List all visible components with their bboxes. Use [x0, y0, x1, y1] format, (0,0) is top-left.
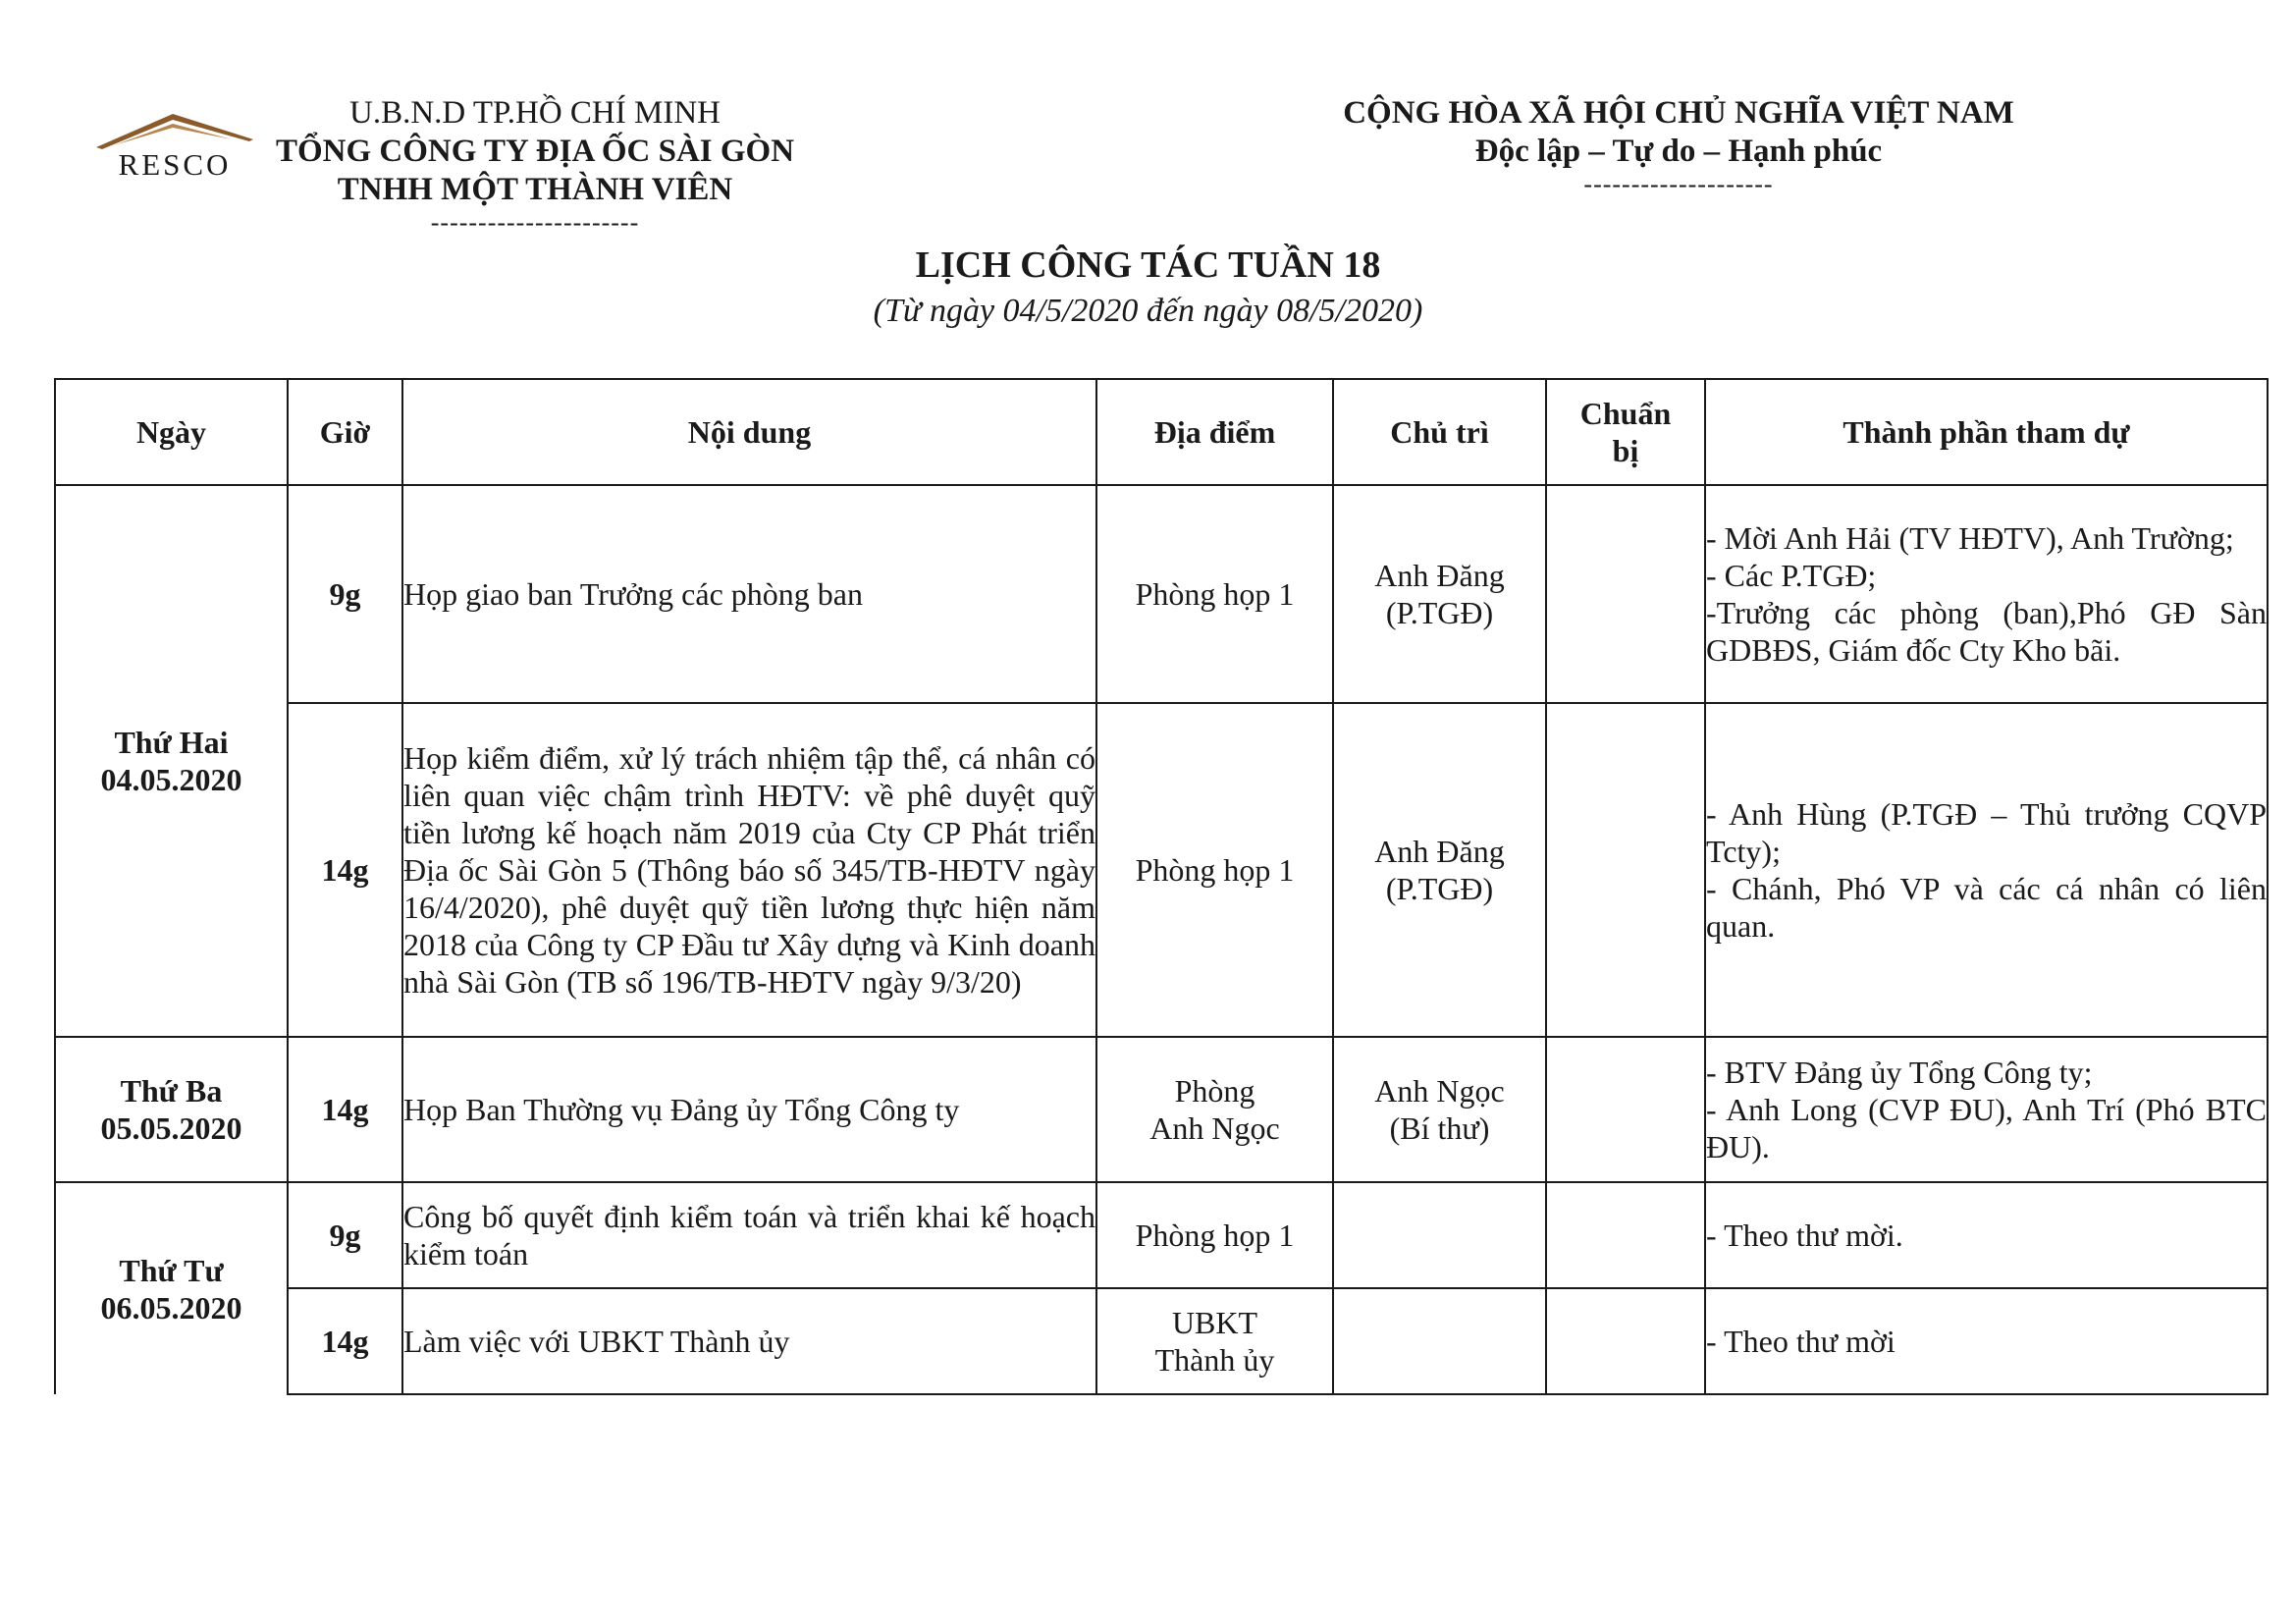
chair-cell [1333, 703, 1546, 1037]
prep-cell [1546, 703, 1705, 1037]
schedule-table [54, 378, 2269, 1395]
location-line: Thành ủy [1154, 1342, 1275, 1378]
document-title: LỊCH CÔNG TÁC TUẦN 18 [915, 244, 1381, 286]
org-line-1: U.B.N.D TP.HỒ CHÍ MINH [348, 95, 721, 131]
content-cell: Họp giao ban Trưởng các phòng ban [402, 485, 1096, 703]
content-cell: Làm việc với UBKT Thành ủy [402, 1288, 1096, 1394]
table-row [55, 1288, 2268, 1394]
day-name: Thứ Ba [120, 1073, 223, 1109]
attendees-cell [1705, 703, 2268, 1037]
chair-line: Anh Ngọc [1374, 1073, 1505, 1109]
time-cell: 9g [288, 485, 402, 703]
chair-line: (Bí thư) [1389, 1110, 1490, 1146]
day-date: 05.05.2020 [100, 1110, 242, 1146]
prep-cell [1546, 485, 1705, 703]
location-cell [1096, 1288, 1333, 1394]
national-divider: -------------------- [1583, 170, 1774, 198]
header-chuan-bi-line-1: Chuẩn [1579, 396, 1672, 431]
attendee-line: - Chánh, Phó VP và các cá nhân có liên quan. [1706, 871, 2267, 944]
header-chuan-bi [1546, 379, 1705, 485]
org-line-2: TỔNG CÔNG TY ĐỊA ỐC SÀI GÒN [275, 134, 795, 169]
content-cell: Họp kiểm điểm, xử lý trách nhiệm tập thể, cá nhân có liên quan việc chậm trình HĐTV: về phê duyệt quỹ tiền lương kế hoạch năm 2019 của Cty CP Phát triển Địa ốc Sài Gòn 5 (Thông báo số 345/TB-HĐTV ngày 16/4/2020), phê duyệt quỹ tiền lương thực hiện năm 2018 của Công ty CP Đầu tư Xây dựng và Kinh doanh nhà Sài Gòn (TB số 196/TB-HĐTV ngày 9/3/20) [402, 703, 1096, 1037]
day-cell [55, 485, 288, 1037]
location-cell [1096, 1182, 1333, 1288]
location-cell [1096, 1037, 1333, 1182]
org-line-3: TNHH MỘT THÀNH VIÊN [337, 172, 733, 207]
location-line: Anh Ngọc [1149, 1110, 1280, 1146]
day-date: 06.05.2020 [100, 1289, 242, 1326]
attendees-cell [1705, 1288, 2268, 1394]
prep-cell [1546, 1182, 1705, 1288]
day-date: 04.05.2020 [100, 762, 242, 797]
content-cell: Họp Ban Thường vụ Đảng ủy Tổng Công ty [402, 1037, 1096, 1182]
header-thanh-phan: Thành phần tham dự [1705, 379, 2268, 485]
header-noi-dung: Nội dung [402, 379, 1096, 485]
header-chu-tri: Chủ trì [1333, 379, 1546, 485]
location-line: UBKT [1171, 1305, 1258, 1340]
national-motto: Độc lập – Tự do – Hạnh phúc [1474, 134, 1883, 169]
table-header-row [55, 379, 2268, 485]
chair-cell [1333, 1182, 1546, 1288]
attendee-line: - BTV Đảng ủy Tổng Công ty; [1706, 1055, 2093, 1090]
day-cell [55, 1182, 288, 1394]
header-ngay: Ngày [55, 379, 288, 485]
time-cell: 14g [288, 1288, 402, 1394]
logo-text: RESCO [118, 147, 232, 182]
attendee-line: - Theo thư mời. [1706, 1218, 1903, 1253]
chair-line: Anh Đăng [1374, 558, 1505, 593]
chair-line: (P.TGĐ) [1385, 595, 1494, 630]
attendee-line: - Theo thư mời [1706, 1324, 1896, 1359]
table-row [55, 703, 2268, 1037]
location-line: Phòng họp 1 [1135, 576, 1295, 612]
location-line: Phòng [1174, 1073, 1255, 1109]
chair-line: (P.TGĐ) [1385, 871, 1494, 906]
time-cell: 14g [288, 703, 402, 1037]
chair-cell [1333, 485, 1546, 703]
day-cell [55, 1037, 288, 1182]
time-cell: 14g [288, 1037, 402, 1182]
org-divider: ---------------------- [430, 208, 640, 237]
attendees-cell [1705, 485, 2268, 703]
company-logo [94, 110, 255, 182]
time-cell: 9g [288, 1182, 402, 1288]
table-row [55, 1182, 2268, 1288]
attendee-line: - Anh Hùng (P.TGĐ – Thủ trưởng CQVP Tcty); [1706, 796, 2267, 869]
attendees-cell [1705, 1182, 2268, 1288]
attendee-line: - Anh Long (CVP ĐU), Anh Trí (Phó BTC ĐU). [1706, 1092, 2267, 1164]
chair-cell [1333, 1288, 1546, 1394]
location-line: Phòng họp 1 [1135, 852, 1295, 888]
attendees-cell [1705, 1037, 2268, 1182]
chair-line: Anh Đăng [1374, 834, 1505, 869]
attendee-line: -Trưởng các phòng (ban),Phó GĐ Sàn GDBĐS, Giám đốc Cty Kho bãi. [1706, 595, 2267, 668]
location-line: Phòng họp 1 [1135, 1218, 1295, 1253]
header-chuan-bi-line-2: bị [1612, 433, 1639, 468]
day-name: Thứ Hai [114, 725, 229, 760]
location-cell [1096, 485, 1333, 703]
table-row [55, 485, 2268, 703]
chair-cell [1333, 1037, 1546, 1182]
attendee-line: - Mời Anh Hải (TV HĐTV), Anh Trường; [1706, 520, 2234, 556]
table-row [55, 1037, 2268, 1182]
header-gio: Giờ [288, 379, 402, 485]
national-header [1306, 94, 2052, 198]
document-subtitle: (Từ ngày 04/5/2020 đến ngày 08/5/2020) [873, 293, 1423, 329]
location-cell [1096, 703, 1333, 1037]
day-name: Thứ Tư [119, 1252, 224, 1288]
attendee-line: - Các P.TGĐ; [1706, 558, 1877, 593]
content-cell: Công bố quyết định kiểm toán và triển khai kế hoạch kiểm toán [402, 1182, 1096, 1288]
prep-cell [1546, 1037, 1705, 1182]
national-title: CỘNG HÒA XÃ HỘI CHỦ NGHĨA VIỆT NAM [1343, 95, 2014, 131]
prep-cell [1546, 1288, 1705, 1394]
organization-header [265, 94, 805, 237]
header-dia-diem: Địa điểm [1096, 379, 1333, 485]
